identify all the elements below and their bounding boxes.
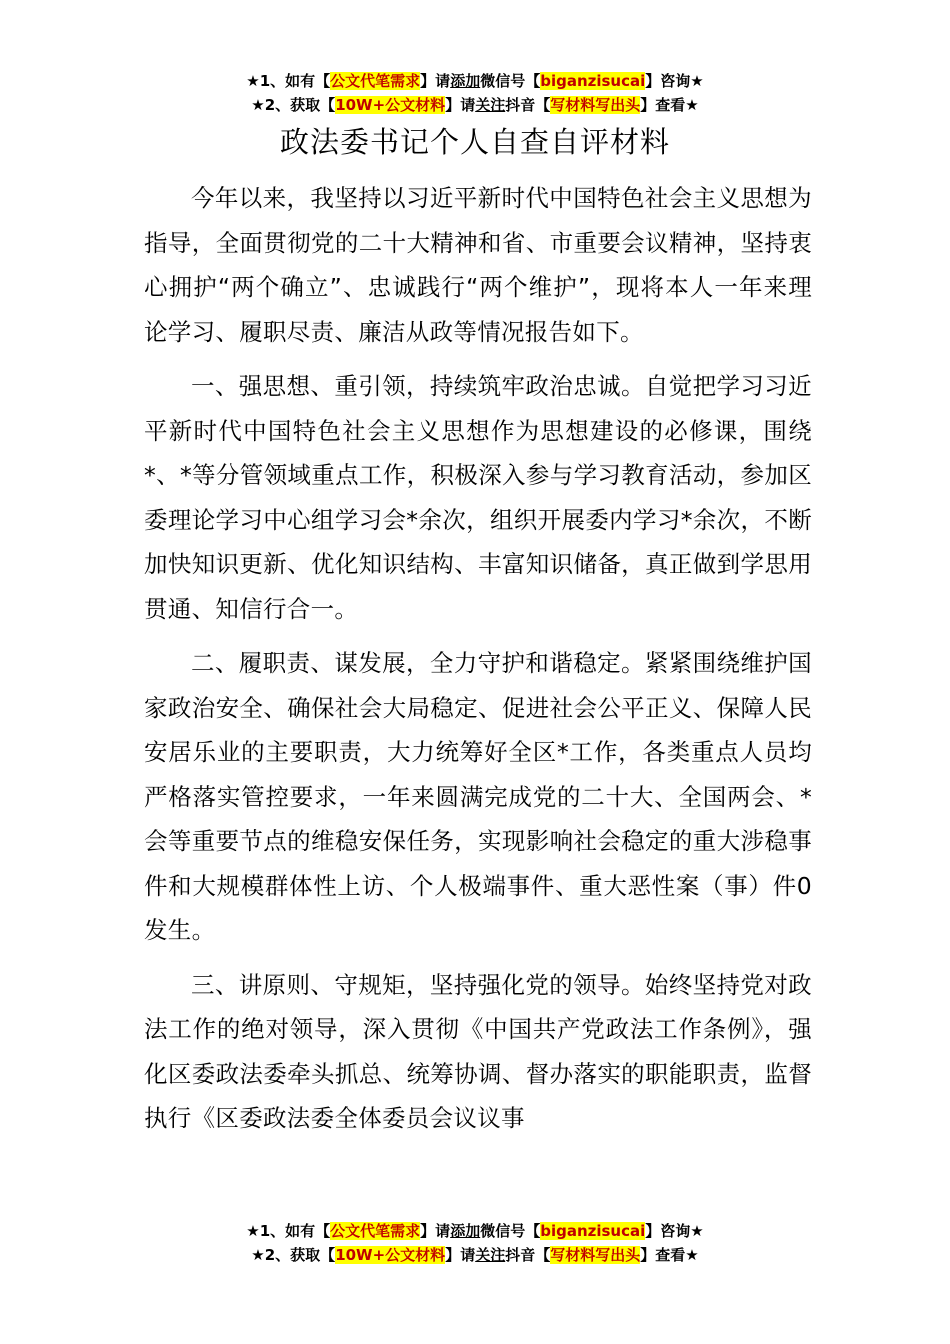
paragraph-intro: 今年以来，我坚持以习近平新时代中国特色社会主义思想为指导，全面贯彻党的二十大精神和省、市重要会议精神，坚持衷心拥护“两个确立”、忠诚践行“两个维护”，现将本人一年来理论学习、履职尽责、廉洁从政等情况报告如下。: [144, 184, 812, 346]
promo-text: 】请: [445, 1246, 476, 1264]
promo-text: ★2、获取【: [251, 96, 336, 114]
promo-text: 微信号【: [480, 72, 541, 90]
promo-text: 】查看★: [640, 96, 699, 114]
promo-line-2-footer: [0, 1245, 950, 1265]
promo-line-2: [0, 95, 950, 115]
promo-underline: 关注: [475, 1246, 506, 1264]
promo-highlight: 公文代笔需求: [330, 72, 421, 90]
promo-text: 】咨询★: [645, 1222, 704, 1240]
promo-highlight: 写材料写出头: [550, 1246, 641, 1264]
promo-underline: 关注: [475, 96, 506, 114]
promo-line-1-footer: [0, 1221, 950, 1241]
promo-highlight: 公文代笔需求: [330, 1222, 421, 1240]
promo-highlight: 10W+公文材料: [335, 96, 446, 114]
paragraph-section-3: 三、讲原则、守规矩，坚持强化党的领导。始终坚持党对政法工作的绝对领导，深入贯彻《中国共产党政法工作条例》，强化区委政法委牵头抓总、统筹协调、督办落实的职能职责，监督执行《区委政法委全体委员会议议事: [144, 970, 812, 1132]
paragraph-section-1: 一、强思想、重引领，持续筑牢政治忠诚。自觉把学习习近平新时代中国特色社会主义思想作为思想建设的必修课，围绕*、*等分管领域重点工作，积极深入参与学习教育活动，参加区委理论学习中心组学习会*余次，组织开展委内学习*余次，不断加快知识更新、优化知识结构、丰富知识储备，真正做到学思用贯通、知信行合一。: [144, 372, 812, 623]
promo-text: 】请: [445, 96, 476, 114]
promo-line-1: [0, 71, 950, 91]
promo-text: 抖音【: [505, 1246, 551, 1264]
promo-text: 微信号【: [480, 1222, 541, 1240]
promo-highlight: 写材料写出头: [550, 96, 641, 114]
paragraph-section-2: 二、履职责、谋发展，全力守护和谐稳定。紧紧围绕维护国家政治安全、确保社会大局稳定、促进社会公平正义、保障人民安居乐业的主要职责，大力统筹好全区*工作，各类重点人员均严格落实管控要求，一年来圆满完成党的二十大、全国两会、*会等重要节点的维稳安保任务，实现影响社会稳定的重大涉稳事件和大规模群体性上访、个人极端事件、重大恶性案（事）件0发生。: [144, 649, 812, 944]
promo-text: ★1、如有【: [246, 1222, 331, 1240]
promo-text: 】请: [420, 72, 451, 90]
promo-text: 】咨询★: [645, 72, 704, 90]
promo-text: ★1、如有【: [246, 72, 331, 90]
document-title: 政法委书记个人自查自评材料: [279, 125, 670, 159]
promo-underline: 添加: [450, 1222, 481, 1240]
promo-highlight: 10W+公文材料: [335, 1246, 446, 1264]
document-body: [144, 176, 812, 1151]
promo-text: ★2、获取【: [251, 1246, 336, 1264]
promo-highlight: biganzisucai: [540, 1222, 646, 1240]
promo-text: 抖音【: [505, 96, 551, 114]
promo-underline: 添加: [450, 72, 481, 90]
promo-text: 】请: [420, 1222, 451, 1240]
promo-text: 】查看★: [640, 1246, 699, 1264]
promo-highlight: biganzisucai: [540, 72, 646, 90]
